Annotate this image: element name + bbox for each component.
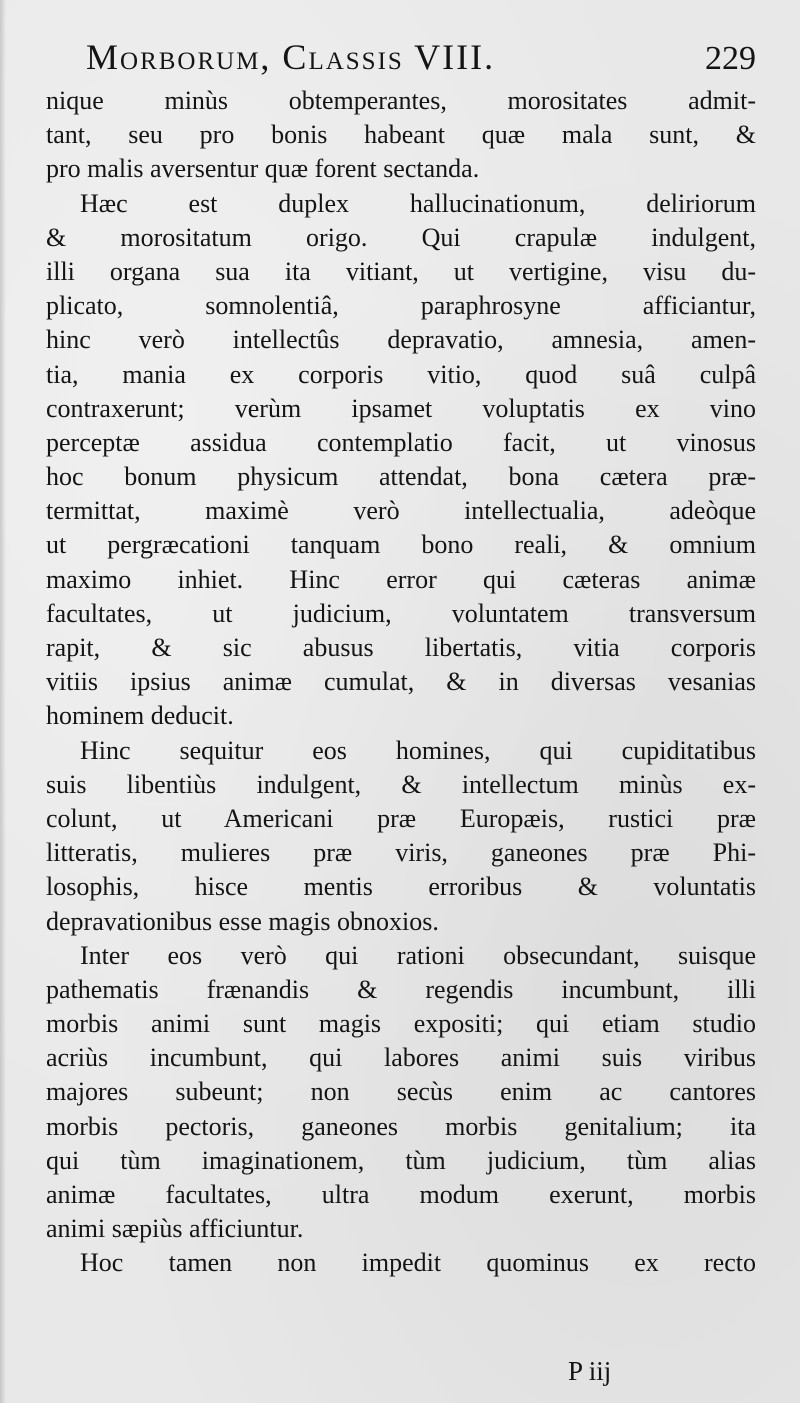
text-line: nique minùs obtemperantes, morositates admit- bbox=[46, 86, 756, 115]
text-line: animæ facultates, ultra modum exerunt, morbis bbox=[46, 1180, 756, 1209]
text-line: termittat, maximè verò intellectualia, adeòque bbox=[46, 496, 756, 526]
text-line: illi organa sua ita vitiant, ut vertigine, visu du- bbox=[46, 256, 756, 286]
page-edge-shadow bbox=[0, 0, 6, 1403]
text-line: maximo inhiet. Hinc error qui cæteras animæ bbox=[46, 564, 756, 594]
text-line: facultates, ut judicium, voluntatem transversum bbox=[46, 598, 756, 628]
text-line: tant, seu pro bonis habeant quæ mala sunt, & bbox=[46, 120, 756, 150]
text-line: morbis pectoris, ganeones morbis genitalium; ita bbox=[46, 1111, 756, 1141]
page-number: 229 bbox=[705, 40, 756, 77]
text-line: animi sæpiùs afficiuntur. bbox=[46, 1214, 304, 1244]
text-line: losophis, hisce mentis erroribus & voluntatis bbox=[46, 872, 756, 902]
text-line: pathematis frænandis & regendis incumbunt, illi bbox=[46, 974, 756, 1004]
signature-mark: P iij bbox=[568, 1356, 612, 1386]
text-line: vitiis ipsius animæ cumulat, & in diversas vesanias bbox=[46, 667, 756, 697]
text-line: & morositatum origo. Qui crapulæ indulgent, bbox=[46, 222, 756, 252]
text-line: litteratis, mulieres præ viris, ganeones præ Phi- bbox=[46, 838, 756, 868]
text-line: Hæc est duplex hallucinationum, deliriorum bbox=[80, 188, 756, 218]
text-line: hominem deducit. bbox=[46, 701, 234, 731]
text-line: hinc verò intellectûs depravatio, amnesia, amen- bbox=[46, 325, 756, 355]
text-line: depravationibus esse magis obnoxios. bbox=[46, 906, 439, 936]
text-line: perceptæ assidua contemplatio facit, ut vinosus bbox=[46, 427, 756, 457]
text-line: morbis animi sunt magis expositi; qui etiam studio bbox=[46, 1009, 756, 1039]
running-title: Morborum, Classis VIII. bbox=[86, 37, 496, 77]
text-line: majores subeunt; non secùs enim ac cantores bbox=[46, 1077, 756, 1107]
text-line: Hinc sequitur eos homines, qui cupiditatibus bbox=[80, 735, 756, 765]
text-line: pro malis aversentur quæ forent sectanda. bbox=[46, 154, 480, 184]
text-line: tia, mania ex corporis vitio, quod suâ culpâ bbox=[46, 359, 756, 389]
text-line: colunt, ut Americani præ Europæis, rustici præ bbox=[46, 803, 756, 833]
text-line: rapit, & sic abusus libertatis, vitia corporis bbox=[46, 633, 756, 662]
text-line: Hoc tamen non impedit quominus ex recto bbox=[80, 1248, 756, 1278]
text-line: acriùs incumbunt, qui labores animi suis viribus bbox=[46, 1043, 756, 1073]
text-line: plicato, somnolentiâ, paraphrosyne afficiantur, bbox=[46, 291, 756, 321]
text-line: Inter eos verò qui rationi obsecundant, suisque bbox=[80, 940, 756, 970]
text-line: contraxerunt; verùm ipsamet voluptatis ex vino bbox=[46, 393, 756, 423]
text-line: suis libentiùs indulgent, & intellectum minùs ex- bbox=[46, 769, 756, 799]
text-line: qui tùm imaginationem, tùm judicium, tùm alias bbox=[46, 1145, 756, 1175]
body-text bbox=[46, 84, 756, 1281]
text-line: hoc bonum physicum attendat, bona cætera præ- bbox=[46, 462, 756, 492]
text-line: ut pergræcationi tanquam bono reali, & omnium bbox=[46, 530, 756, 560]
